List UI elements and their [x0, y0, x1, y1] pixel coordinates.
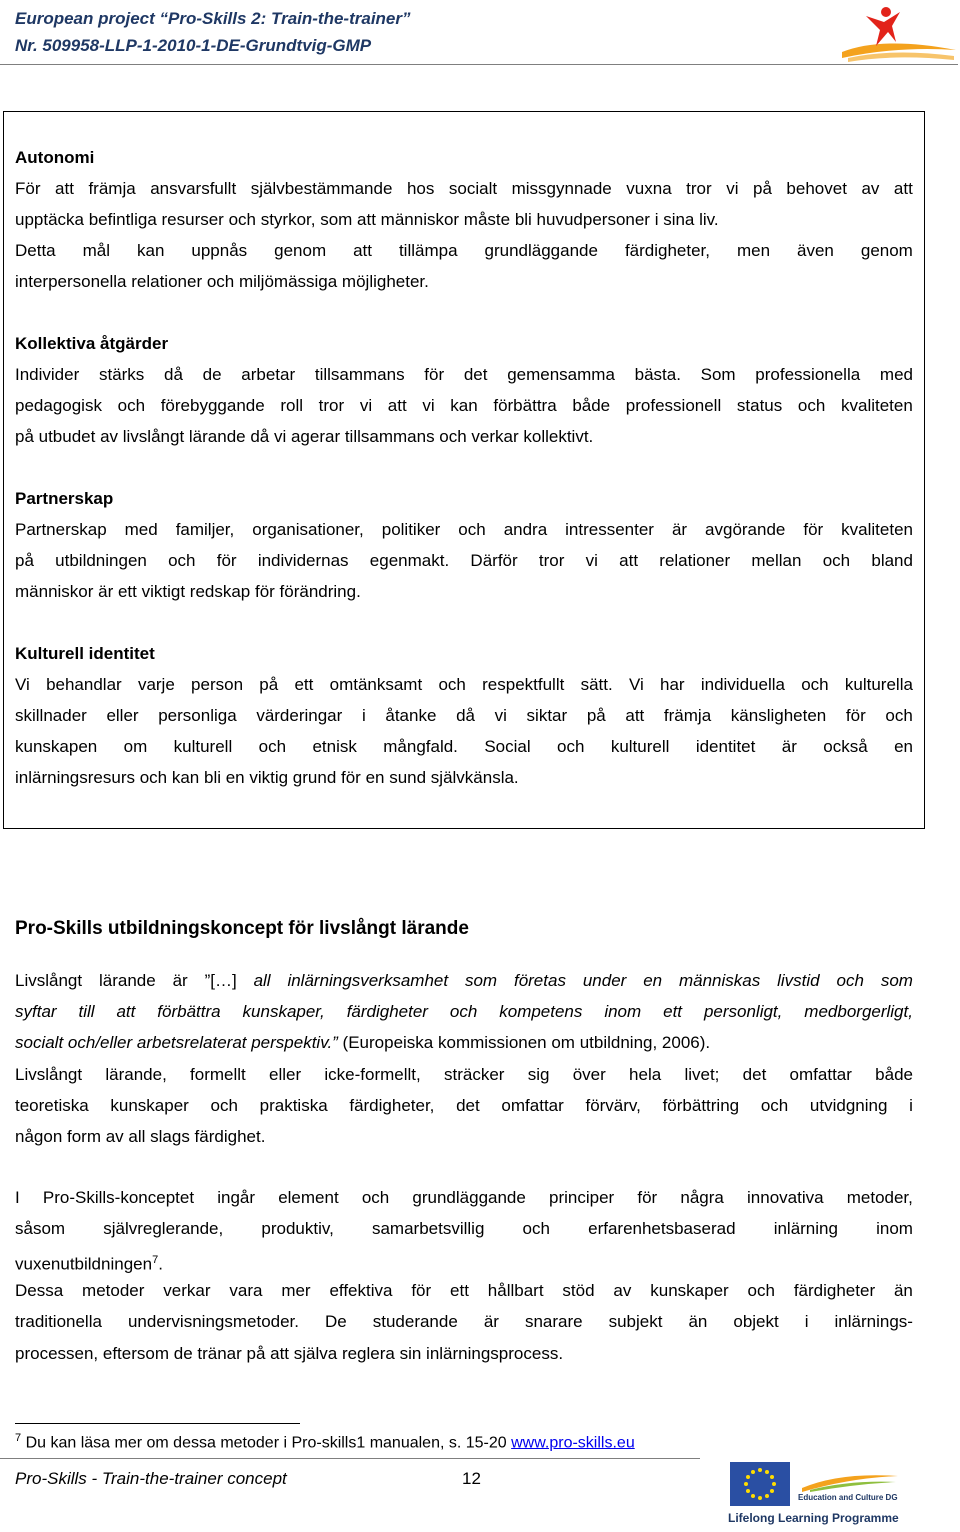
llp-label: Lifelong Learning Programme: [728, 1511, 899, 1525]
footnote-number: 7: [15, 1432, 22, 1444]
section-heading: Pro-Skills utbildningskoncept för livslångt lärande: [15, 918, 469, 939]
kollektiva-line-2: pedagogisk och förebyggande roll tror vi att vi kan förbättra både professionell status och kvaliteten: [15, 396, 913, 415]
section-p1-line-2: syftar till att förbättra kunskaper, färdigheter och kompetens inom ett personligt, medborgerligt,: [15, 1002, 913, 1021]
section-p4-line-2: traditionella undervisningsmetoder. De studerande är snarare subjekt än objekt i inlärnings-: [15, 1312, 913, 1331]
autonomi-line-4: interpersonella relationer och miljömässiga möjligheter.: [15, 272, 429, 291]
eu-flag-icon: [730, 1462, 790, 1506]
footnote: $^7$ Du kan läsa mer om dessa metoder i Pro-skills1 manualen, s. 15-20 www.pro-skills.eu: [15, 1432, 635, 1452]
footnote-ref: 7: [152, 1254, 159, 1266]
section-p3-line-1: I Pro-Skills-konceptet ingår element och grundläggande principer för några innovativa metoder,: [15, 1188, 913, 1207]
header-project-number: Nr. 509958-LLP-1-2010-1-DE-Grundtvig-GMP: [15, 36, 372, 55]
footnote-divider: [15, 1423, 300, 1424]
partnerskap-line-2: på utbildningen och för individernas egenmakt. Därför tror vi att relationer mellan och bland: [15, 551, 913, 570]
page-number: 12: [462, 1469, 481, 1488]
footer-divider: [0, 1458, 700, 1459]
kulturell-line-4: inlärningsresurs och kan bli en viktig grund för en sund självkänsla.: [15, 768, 519, 787]
edu-culture-label: Education and Culture DG: [798, 1493, 898, 1502]
kulturell-line-3: kunskapen om kulturell och etnisk mångfald. Social och kulturell identitet är också en: [15, 737, 913, 756]
heading-partnerskap: Partnerskap: [15, 489, 114, 508]
pro-skills-logo: [838, 2, 958, 62]
heading-kollektiva: Kollektiva åtgärder: [15, 334, 169, 353]
section-p4-line-3: processen, eftersom de tränar på att själva reglera sin inlärningsprocess.: [15, 1344, 564, 1363]
partnerskap-line-1: Partnerskap med familjer, organisationer, politiker och andra intressenter är avgörande för kvaliteten: [15, 520, 913, 539]
footer-title: Pro-Skills - Train-the-trainer concept: [15, 1469, 287, 1488]
kulturell-line-1: Vi behandlar varje person på ett omtänksamt och respektfullt sätt. Vi har individuella och kulturella: [15, 675, 913, 694]
section-p1-line-3: socialt och/eller arbetsrelaterat perspektiv.” (Europeiska kommissionen om utbildning, 2006).: [15, 1033, 711, 1052]
kulturell-line-2: skillnader eller personliga värderingar i åtanke då vi siktar på att främja känsligheten för och: [15, 706, 913, 725]
autonomi-line-1: För att främja ansvarsfullt självbestämmande hos socialt missgynnade vuxna tror vi på behovet av att: [15, 179, 913, 198]
autonomi-line-2: upptäcka befintliga resurser och styrkor, som att människor måste bli huvudpersoner i sina liv.: [15, 210, 719, 229]
section-p2-line-3: någon form av all slags färdighet.: [15, 1127, 266, 1146]
header-divider: [0, 64, 958, 65]
edu-culture-swoosh: [800, 1468, 900, 1492]
section-p2-line-1: Livslångt lärande, formellt eller icke-formellt, sträcker sig över hela livet; det omfattar både: [15, 1065, 913, 1084]
kollektiva-line-3: på utbudet av livslångt lärande då vi agerar tillsammans och verkar kollektivt.: [15, 427, 594, 446]
section-p3-line-2: såsom självreglerande, produktiv, samarbetsvillig och erfarenhetsbaserad inlärning inom: [15, 1219, 913, 1238]
partnerskap-line-3: människor är ett viktigt redskap för förändring.: [15, 582, 361, 601]
autonomi-line-3: Detta mål kan uppnås genom att tillämpa grundläggande färdigheter, men även genom: [15, 241, 913, 260]
heading-kulturell: Kulturell identitet: [15, 644, 155, 663]
section-p1-line-1: Livslångt lärande är ”[…] all inlärningsverksamhet som företas under en människas livstid och som: [15, 971, 913, 990]
header-project-title: European project “Pro-Skills 2: Train-the-trainer”: [15, 9, 411, 28]
section-p4-line-1: Dessa metoder verkar vara mer effektiva för ett hållbart stöd av kunskaper och färdigheter än: [15, 1281, 913, 1300]
section-p2-line-2: teoretiska kunskaper och praktiska färdigheter, det omfattar förvärv, förbättring och utvidgning i: [15, 1096, 913, 1115]
footnote-link[interactable]: www.pro-skills.eu: [511, 1434, 635, 1452]
kollektiva-line-1: Individer stärks då de arbetar tillsammans för det gemensamma bästa. Som professionella med: [15, 365, 913, 384]
heading-autonomi: Autonomi: [15, 148, 95, 167]
section-p3-line-3: vuxenutbildningen$^7$.: [15, 1254, 163, 1274]
